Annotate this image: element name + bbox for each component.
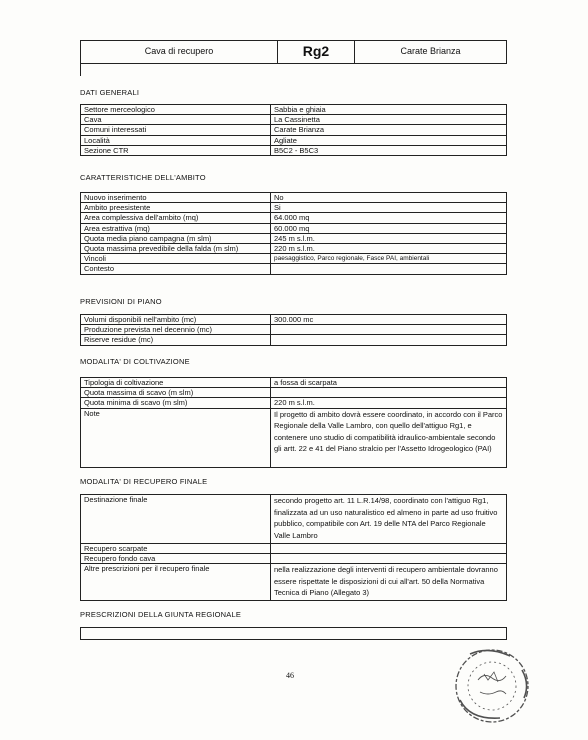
row-value bbox=[271, 388, 507, 398]
row-key: Recupero fondo cava bbox=[81, 554, 271, 564]
row-key: Cava bbox=[81, 115, 271, 125]
row-key: Note bbox=[81, 408, 271, 467]
row-key: Sezione CTR bbox=[81, 145, 271, 155]
section-modalita-recupero: MODALITA' DI RECUPERO FINALE bbox=[80, 477, 208, 486]
section-previsioni: PREVISIONI DI PIANO bbox=[80, 297, 162, 306]
row-key: Altre prescrizioni per il recupero finale bbox=[81, 564, 271, 601]
row-key: Area complessiva dell'ambito (mq) bbox=[81, 213, 271, 223]
row-value: secondo progetto art. 11 L.R.14/98, coordinato con l'attiguo Rg1, finalizzata ad un uso naturalistico ed almeno in parte ad uso fruitivo pubblico, compatibile con Art. 19 delle NTA del Parco Regionale Valle Lambro bbox=[271, 495, 507, 544]
section-prescrizioni: PRESCRIZIONI DELLA GIUNTA REGIONALE bbox=[80, 610, 242, 619]
regione-lombardia-stamp-icon bbox=[430, 640, 548, 724]
table-caratteristiche bbox=[80, 192, 507, 275]
row-value bbox=[271, 325, 507, 335]
prescrizioni-cell bbox=[81, 628, 507, 640]
row-value: paesaggistico, Parco regionale, Fasce PAI, ambientali bbox=[271, 254, 507, 264]
row-value: nella realizzazione degli interventi di recupero ambientale dovranno essere rispettate le disposizioni di cui all'art. 50 della Normativa Tecnica di Piano (Allegato 3) bbox=[271, 564, 507, 601]
section-modalita-coltivazione: MODALITA' DI COLTIVAZIONE bbox=[80, 357, 190, 366]
row-key: Volumi disponibili nell'ambito (mc) bbox=[81, 315, 271, 325]
row-key: Quota media piano campagna (m slm) bbox=[81, 233, 271, 243]
row-key: Tipologia di coltivazione bbox=[81, 378, 271, 388]
section-dati-generali: DATI GENERALI bbox=[80, 88, 140, 97]
header-municipality: Carate Brianza bbox=[355, 41, 507, 64]
row-key: Contesto bbox=[81, 264, 271, 274]
row-key: Settore merceologico bbox=[81, 105, 271, 115]
table-recupero bbox=[80, 494, 507, 601]
row-key: Produzione prevista nel decennio (mc) bbox=[81, 325, 271, 335]
row-value: Sabbia e ghiaia bbox=[271, 105, 507, 115]
row-key: Riserve residue (mc) bbox=[81, 335, 271, 345]
row-value: No bbox=[271, 193, 507, 203]
row-key: Quota massima di scavo (m slm) bbox=[81, 388, 271, 398]
table-previsioni bbox=[80, 314, 507, 346]
row-key: Ambito preesistente bbox=[81, 203, 271, 213]
row-value bbox=[271, 554, 507, 564]
header-type: Cava di recupero bbox=[81, 41, 278, 64]
row-value: 300.000 mc bbox=[271, 315, 507, 325]
header-code: Rg2 bbox=[278, 41, 355, 64]
row-value: Si bbox=[271, 203, 507, 213]
row-value: 245 m s.l.m. bbox=[271, 233, 507, 243]
header-table bbox=[80, 40, 507, 64]
row-value bbox=[271, 335, 507, 345]
row-value: B5C2 - B5C3 bbox=[271, 145, 507, 155]
row-value bbox=[271, 544, 507, 554]
row-value: La Cassinetta bbox=[271, 115, 507, 125]
row-value: Agliate bbox=[271, 135, 507, 145]
row-key: Area estrattiva (mq) bbox=[81, 223, 271, 233]
row-key: Quota minima di scavo (m slm) bbox=[81, 398, 271, 408]
row-key: Nuovo inserimento bbox=[81, 193, 271, 203]
row-key: Vincoli bbox=[81, 254, 271, 264]
row-key: Comuni interessati bbox=[81, 125, 271, 135]
section-caratteristiche: CARATTERISTICHE DELL'AMBITO bbox=[80, 173, 206, 182]
row-value: 60.000 mq bbox=[271, 223, 507, 233]
row-key: Destinazione finale bbox=[81, 495, 271, 544]
row-value: a fossa di scarpata bbox=[271, 378, 507, 388]
row-key: Quota massima prevedibile della falda (m slm) bbox=[81, 244, 271, 254]
row-value: Il progetto di ambito dovrà essere coordinato, in accordo con il Parco Regionale della Valle Lambro, con quello dell'attiguo Rg1, e contenere uno studio di compatibilità idraulico-ambientale secondo gli artt. 22 e 41 del Piano stralcio per l'Assetto Idrogeologico (PAI) bbox=[271, 408, 507, 467]
row-value: 220 m s.l.m. bbox=[271, 398, 507, 408]
row-value bbox=[271, 264, 507, 274]
row-key: Recupero scarpate bbox=[81, 544, 271, 554]
page-number: 46 bbox=[286, 671, 294, 680]
table-prescrizioni bbox=[80, 627, 507, 640]
table-dati-generali bbox=[80, 104, 507, 156]
table-coltivazione bbox=[80, 377, 507, 468]
row-value: 64.000 mq bbox=[271, 213, 507, 223]
row-key: Località bbox=[81, 135, 271, 145]
row-value: Carate Brianza bbox=[271, 125, 507, 135]
row-value: 220 m s.l.m. bbox=[271, 244, 507, 254]
header-rule bbox=[80, 64, 81, 76]
